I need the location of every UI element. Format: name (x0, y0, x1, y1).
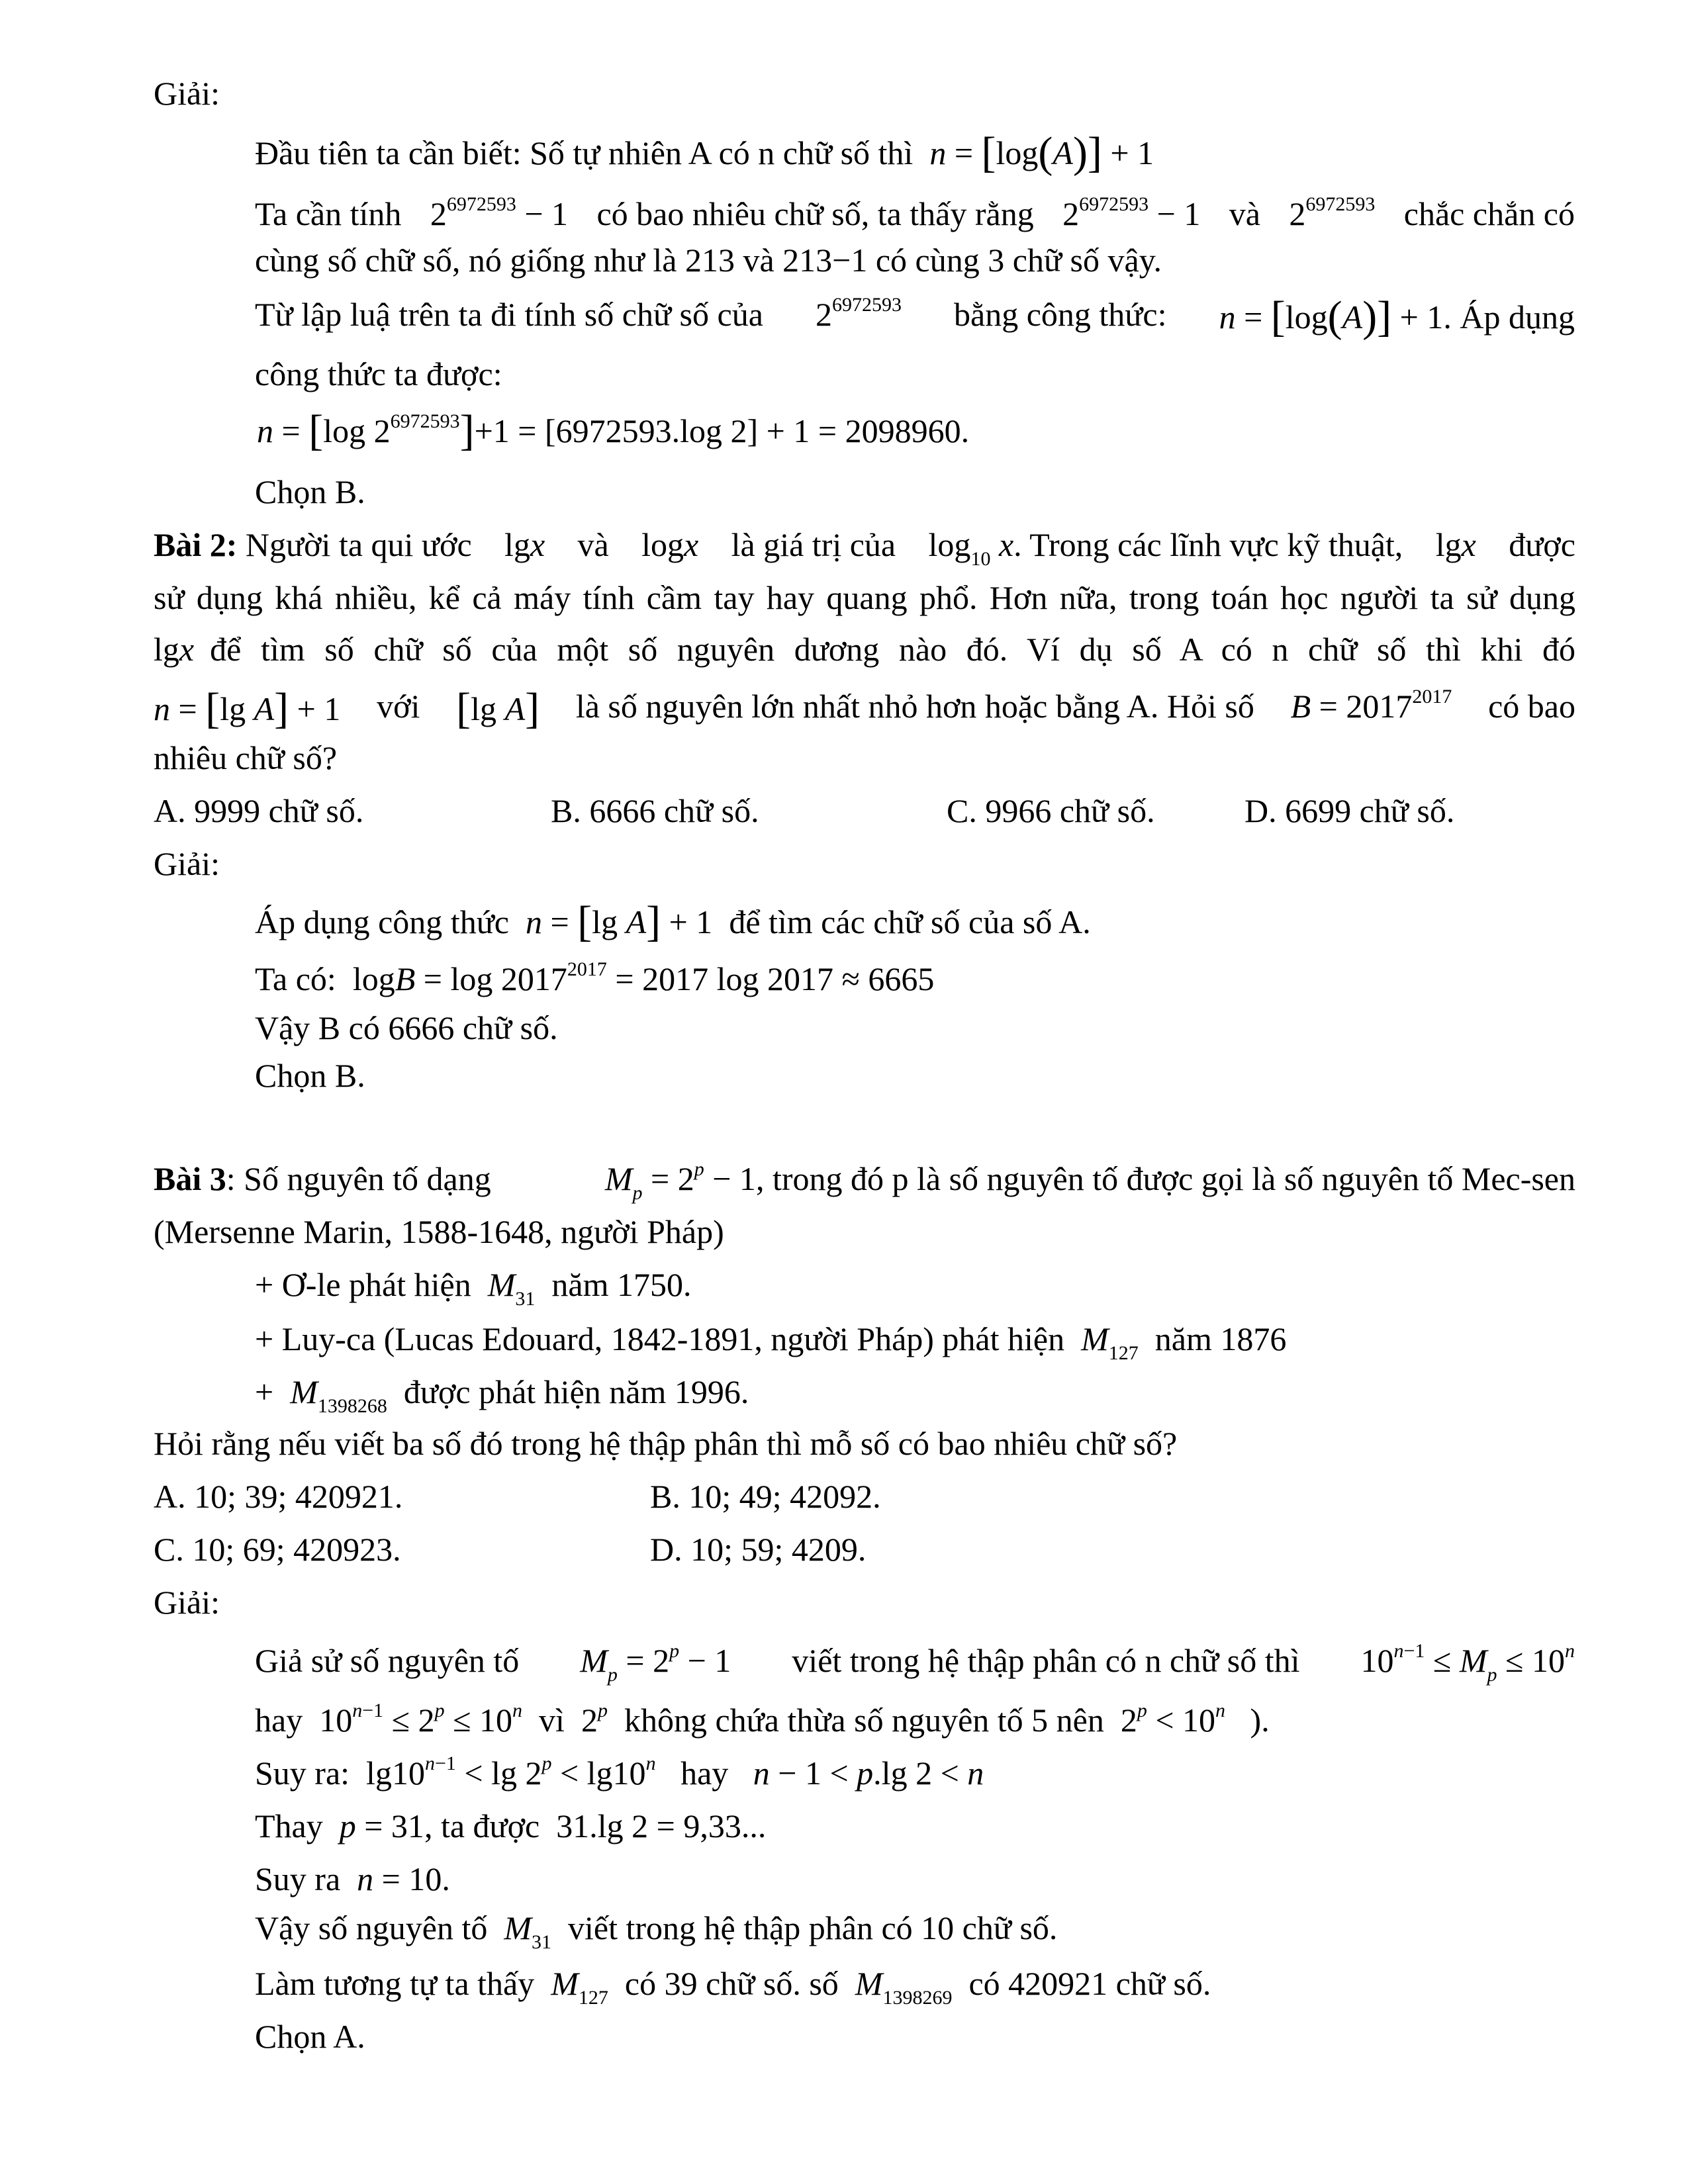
option-b[interactable]: B. 10; 49; 42092. (650, 1478, 881, 1515)
solution1-line-2: Ta cần tính $2^{6972593} - 1$ có bao nhiêu chữ số, ta thấy rằng $2^{6972593} - 1$ và $2^{6972593}$ chắc chắn có (255, 193, 1575, 232)
problem3-options-row-2 (0, 1529, 1688, 1570)
solution1-line-1: Đầu tiên ta cần biết: Số tự nhiên A có n chữ số thì n = [log(A)] + 1 (255, 128, 1154, 177)
problem3-line-5: + $M_{1398268}$ được phát hiện năm 1996. (255, 1373, 749, 1417)
option-d[interactable]: D. 10; 59; 4209. (650, 1531, 867, 1568)
solution3-line-2: hay $10^{n-1} \le 2^p \le 10^n$ vì 2$^p$ không chứa thừa số nguyên tố 5 nên $2^p < 10^n$ ). (255, 1700, 1270, 1739)
problem2-line-3: lgx để tìm số chữ số của một số nguyên dương nào đó. Ví dụ số A có n chữ số thì khi đó (154, 631, 1575, 668)
solution-heading-3: Giải: (154, 1584, 220, 1621)
option-c[interactable]: C. 9966 chữ số. (947, 792, 1155, 829)
option-b[interactable]: B. 6666 chữ số. (551, 792, 759, 829)
solution1-line-5: công thức ta được: (255, 355, 502, 392)
solution-heading-1: Giải: (154, 75, 220, 112)
problem3-line-3: + Ơ-le phát hiện $M_{31}$ năm 1750. (255, 1266, 692, 1310)
solution3-line-6: Vậy số nguyên tố $M_{31}$ viết trong hệ thập phân có 10 chữ số. (255, 1909, 1058, 1953)
problem3-line-4: + Luy-ca (Lucas Edouard, 1842-1891, người Pháp) phát hiện $M_{127}$ năm 1876 (255, 1320, 1287, 1364)
solution1-line-3: cùng số chữ số, nó giống như là 213 và 213−1 có cùng 3 chữ số vậy. (255, 242, 1162, 279)
problem3-line-1: Bài 3: Số nguyên tố dạng $M_p = 2^p - 1$, trong đó p là số nguyên tố được gọi là số nguyên tố Mec-sen (154, 1158, 1575, 1204)
solution-heading-2: Giải: (154, 845, 220, 882)
solution3-line-1: Giả sử số nguyên tố $M_p = 2^p - 1$ viết trong hệ thập phân có n chữ số thì $10^{n-1} \le M_p \le 10^n$ (255, 1640, 1575, 1686)
option-c[interactable]: C. 10; 69; 420923. (154, 1531, 401, 1568)
solution3-line-3: Suy ra: $\lg 10^{n-1} < \lg 2^p < \lg 10^n$ hay n − 1 < p.lg 2 < n (255, 1752, 984, 1792)
problem2-line-2: sử dụng khá nhiều, kể cả máy tính cầm tay hay quang phổ. Hơn nữa, trong toán học người ta sử dụng (154, 579, 1575, 616)
problem2-line-4: n = [lg A] + 1 với [lg A] là số nguyên lớn nhất nhỏ hơn hoặc bằng A. Hỏi số $B = 2017^{2017}$ có bao (154, 684, 1575, 733)
option-a[interactable]: A. 9999 chữ số. (154, 792, 364, 829)
solution2-line-2: Ta có: $\log B = \log 2017^{2017} = 2017$ log 2017 ≈ 6665 (255, 958, 935, 997)
solution2-choice: Chọn B. (255, 1057, 365, 1094)
solution1-calculation: n = [log $2^{6972593}]+1 = [6972593.\log$ 2] + 1 = 2098960. (257, 406, 970, 455)
option-a[interactable]: A. 10; 39; 420921. (154, 1478, 403, 1515)
solution3-choice: Chọn A. (255, 2018, 365, 2055)
solution2-line-1: Áp dụng công thức n = [lg A] + 1 để tìm các chữ số của số A. (255, 897, 1091, 946)
solution3-line-7: Làm tương tự ta thấy $M_{127}$ có 39 chữ số. số $M_{1398269}$ có 420921 chữ số. (255, 1965, 1211, 2009)
problem2-line-5: nhiêu chữ số? (154, 739, 338, 776)
solution1-choice: Chọn B. (255, 473, 365, 510)
solution3-line-4: Thay p = 31, ta được 31.lg 2 = 9,33... (255, 1807, 767, 1844)
problem3-question: Hỏi rằng nếu viết ba số đó trong hệ thập phân thì mỗ số có bao nhiêu chữ số? (154, 1425, 1178, 1462)
problem3-line-2: (Mersenne Marin, 1588-1648, người Pháp) (154, 1213, 724, 1250)
problem2-line-1: Bài 2: Người ta qui ước lgx và logx là giá trị của $\log_{10} x$. Trong các lĩnh vực kỹ thuật, lgx được (154, 526, 1575, 570)
solution1-line-4: Từ lập luậ trên ta đi tính số chữ số của $2^{6972593}$ bằng công thức: n = [log(A)] + 1. Áp dụng (255, 293, 1575, 341)
solution2-line-3: Vậy B có 6666 chữ số. (255, 1009, 558, 1046)
digit-count-formula: n = [log(A)] + 1 (929, 128, 1154, 177)
problem3-options-row-1 (0, 1476, 1688, 1517)
solution3-line-5: Suy ra n = 10. (255, 1860, 450, 1897)
option-d[interactable]: D. 6699 chữ số. (1244, 792, 1455, 829)
problem2-options (0, 790, 1688, 831)
